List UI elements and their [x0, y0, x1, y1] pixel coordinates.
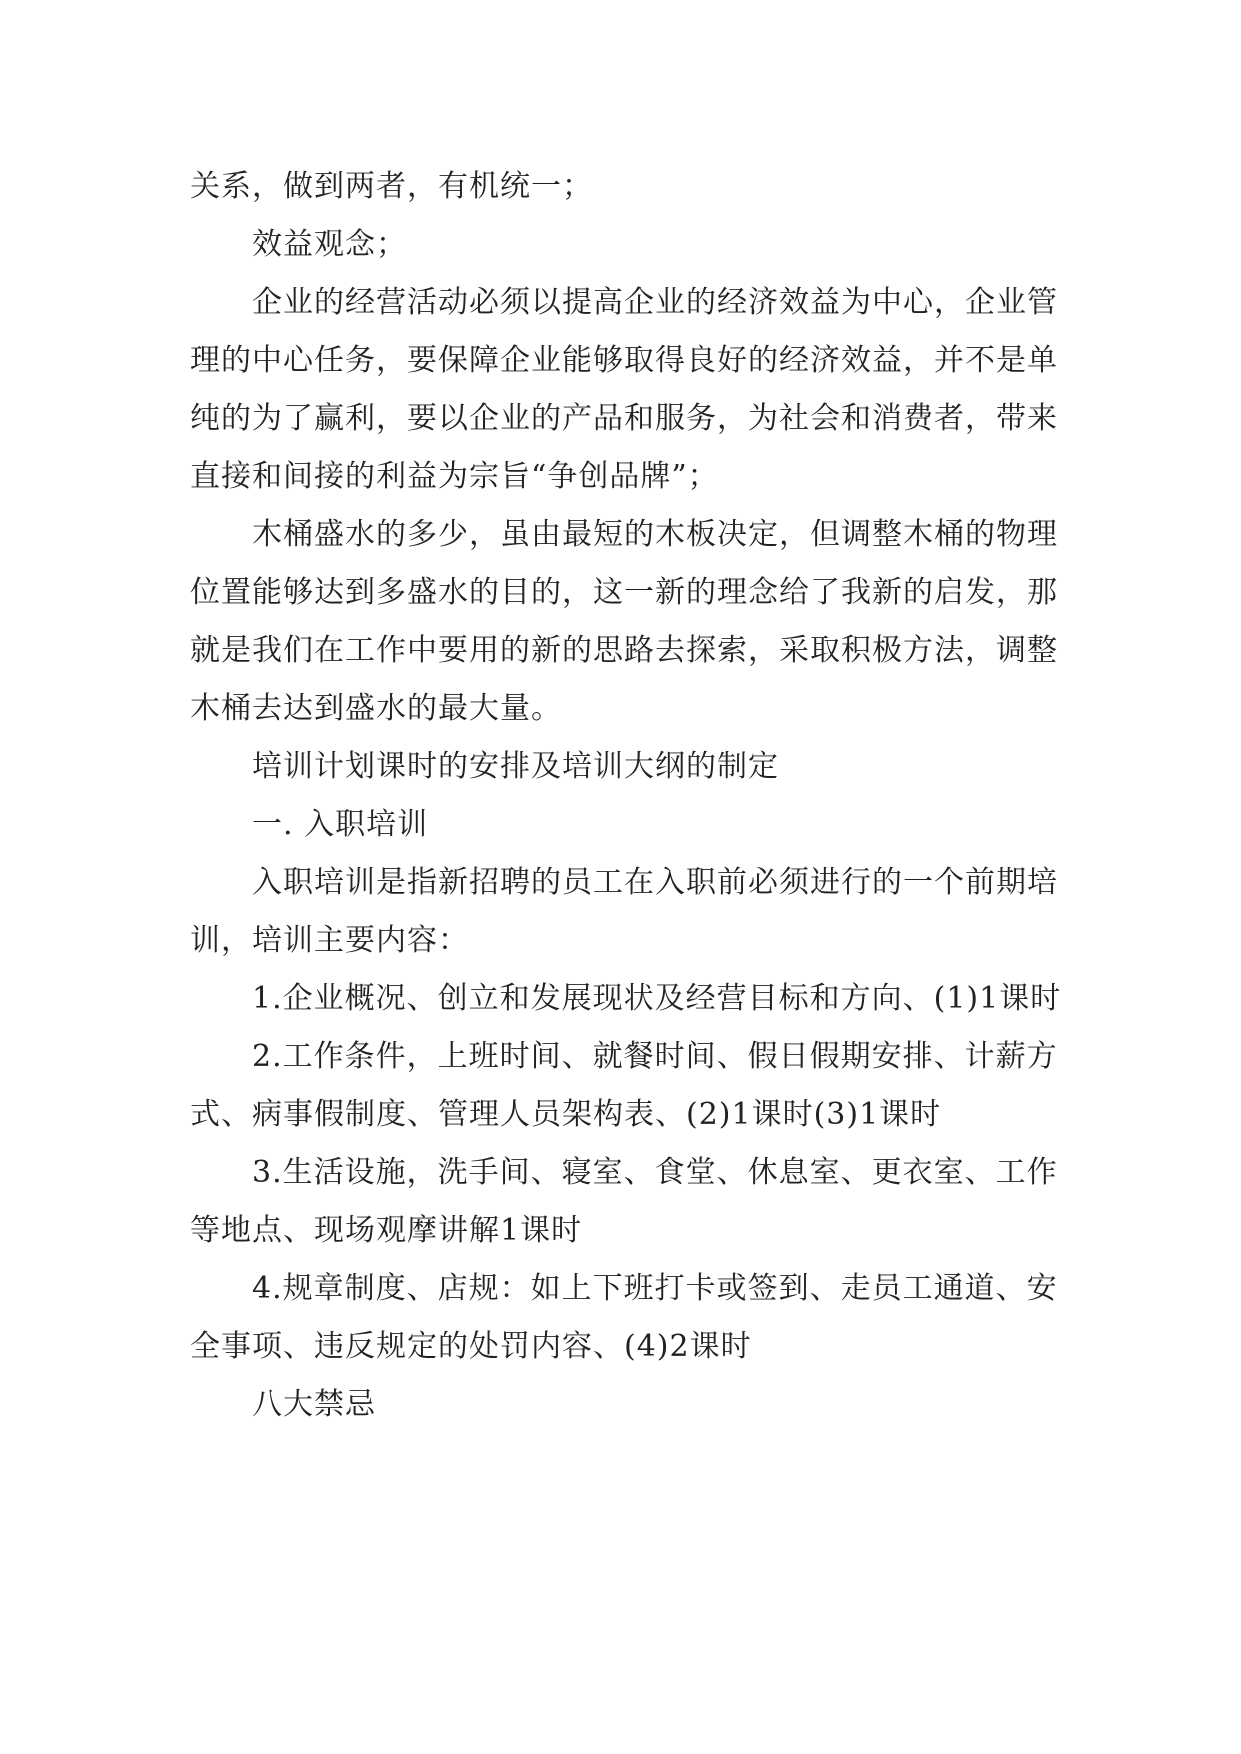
list-item-3: 3.生活设施，洗手间、寝室、食堂、休息室、更衣室、工作等地点、现场观摩讲解1课时	[190, 1155, 1058, 1248]
paragraph-benefit-concept: 效益观念；	[252, 227, 407, 262]
paragraph-eight-taboos: 八大禁忌	[252, 1387, 376, 1422]
paragraph-business-activities: 企业的经营活动必须以提高企业的经济效益为中心，企业管理的中心任务，要保障企业能够取得良好的经济效益，并不是单纯的为了赢利，要以企业的产品和服务，为社会和消费者，带来直接和间接的利益为宗旨“争创品牌”；	[190, 285, 1058, 494]
list-item-4: 4.规章制度、店规：如上下班打卡或签到、走员工通道、安全事项、违反规定的处罚内容、(4)2课时	[190, 1271, 1058, 1364]
paragraph-onboarding-intro: 入职培训是指新招聘的员工在入职前必须进行的一个前期培训，培训主要内容：	[190, 865, 1058, 958]
section-heading-onboarding: 一. 入职培训	[252, 807, 429, 842]
paragraph-bucket-theory: 木桶盛水的多少，虽由最短的木板决定，但调整木桶的物理位置能够达到多盛水的目的，这一新的理念给了我新的启发，那就是我们在工作中要用的新的思路去探索，采取积极方法，调整木桶去达到盛水的最大量。	[190, 517, 1058, 726]
section-heading-training-plan: 培训计划课时的安排及培训大纲的制定	[252, 749, 779, 784]
list-item-2: 2.工作条件，上班时间、就餐时间、假日假期安排、计薪方式、病事假制度、管理人员架构表、(2)1课时(3)1课时	[190, 1039, 1058, 1132]
document-body	[190, 158, 1070, 1434]
list-item-1: 1.企业概况、创立和发展现状及经营目标和方向、(1)1课时	[252, 981, 1062, 1016]
paragraph-continuation: 关系，做到两者，有机统一；	[190, 169, 593, 204]
